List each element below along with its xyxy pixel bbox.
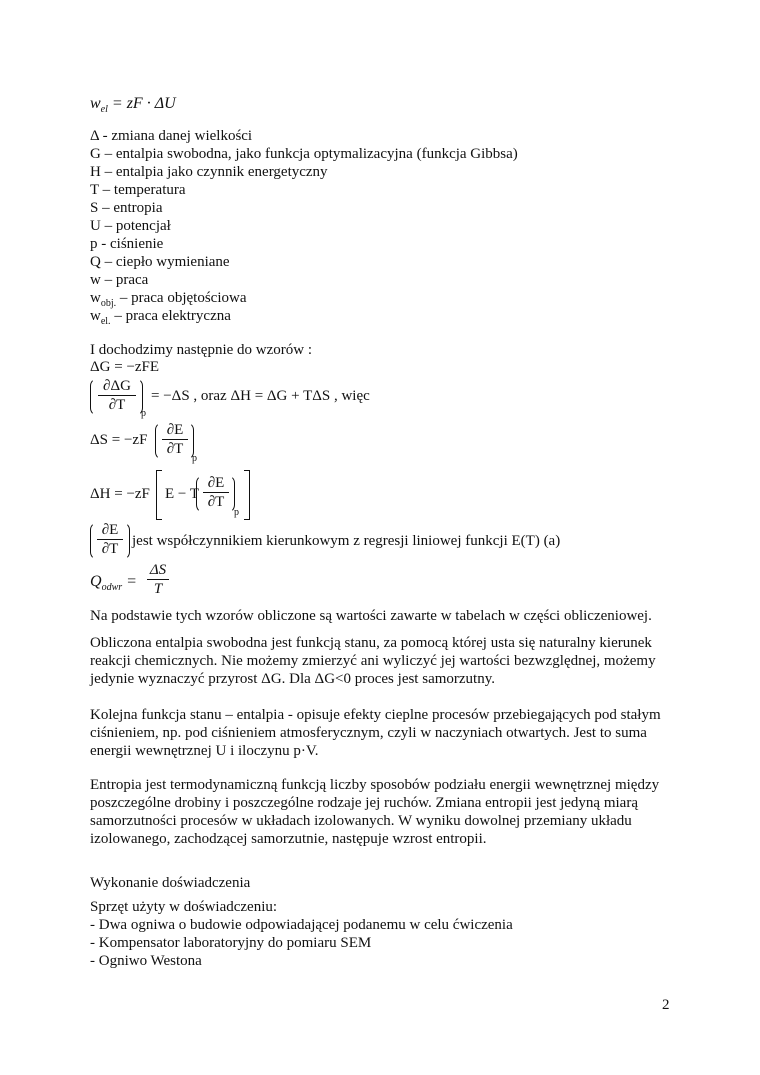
equation-dg: ΔG = −zFE: [90, 359, 160, 375]
legend-item: $w_{obj.}$ – praca objętościowa: [90, 290, 247, 309]
legend-item: G – entalpia swobodna, jako funkcja optymalizacyjna (funkcja Gibbsa): [90, 146, 518, 162]
formula-electric-work: $w_{el}$ = zF · ΔU: [90, 95, 176, 116]
legend-item: U – potencjał: [90, 218, 171, 234]
formulas-intro: I dochodzimy następnie do wzorów :: [90, 342, 313, 358]
legend-item: Δ - zmiana danej wielkości: [90, 128, 253, 144]
equipment-list: [90, 898, 680, 970]
legend-item: p - ciśnienie: [90, 236, 164, 252]
list-item: Sprzęt użyty w doświadczeniu:: [90, 899, 278, 915]
legend-item: S – entropia: [90, 200, 163, 216]
list-item: - Dwa ogniwa o budowie odpowiadającej podanemu w celu ćwiczenia: [90, 917, 513, 933]
paragraph-enthalpy: Kolejna funkcja stanu – entalpia - opisuje efekty cieplne procesów przebiegających pod stałym ciśnieniem, np. pod ciśnieniem atmosferycznym, czyli w naczyniach otwartych. Jest to suma energii wewnętrznej U i iloczynu p·V.: [90, 707, 661, 759]
paragraph-entropy: Entropia jest termodynamiczną funkcją liczby sposobów podziału energii wewnętrznej między poszczególne drobiny i poszczególne rodzaje jej ruchów. Zmiana entropii jest jedyną miarą samorzutności procesów w układach izolowanych. W wyniku dowolnej przemiany układu izolowanego, zachodzącej samorzutnie, następuje wzrost entropii.: [90, 777, 660, 847]
section-title: Wykonanie doświadczenia: [90, 875, 251, 891]
legend-item: T – temperatura: [90, 182, 186, 198]
legend-item: $w_{el.}$ – praca elektryczna: [90, 308, 231, 327]
legend-item: H – entalpia jako czynnik energetyczny: [90, 164, 328, 180]
list-item: - Kompensator laboratoryjny do pomiaru SEM: [90, 935, 372, 951]
legend-item: Q – ciepło wymieniane: [90, 254, 230, 270]
list-item: - Ogniwo Westona: [90, 953, 202, 969]
legend-item: w – praca: [90, 272, 149, 288]
paragraph-tables-note: Na podstawie tych wzorów obliczone są wartości zawarte w tabelach w części obliczeniowej.: [90, 608, 652, 624]
page-number: 2: [662, 997, 670, 1013]
paragraph-gibbs: Obliczona entalpia swobodna jest funkcją stanu, za pomocą której usta się naturalny kierunek reakcji chemicznych. Nie możemy zmierzyć ani wyliczyć jej wartości bezwzględnej, możemy jedynie wyznaczyć przyrost ΔG. Dla ΔG<0 proces jest samorzutny.: [90, 635, 656, 687]
